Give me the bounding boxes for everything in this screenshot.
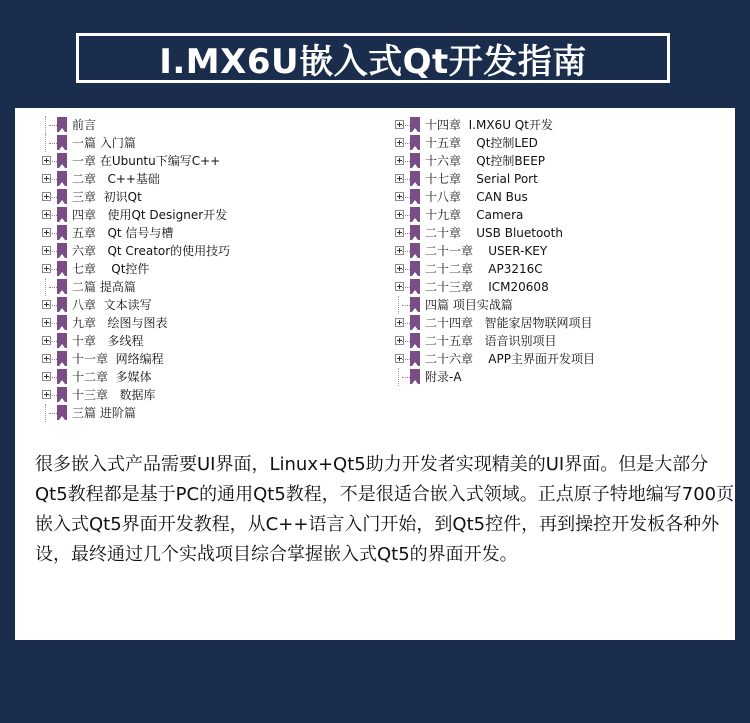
bookmark-label: 二十一章 USER-KEY	[425, 244, 548, 258]
bookmark-icon	[410, 135, 420, 150]
tree-connector	[49, 341, 57, 342]
bookmark-label: 九章 绘图与图表	[72, 316, 168, 330]
tree-connector	[49, 413, 57, 414]
bookmark-icon	[410, 189, 420, 204]
tree-connector	[402, 161, 410, 162]
bookmark-icon	[410, 297, 420, 312]
bookmark-label: 四篇 项目实战篇	[425, 298, 513, 312]
bookmark-label: 八章 文本读写	[72, 298, 152, 312]
bookmark-icon	[410, 207, 420, 222]
bookmark-icon	[57, 225, 67, 240]
bookmark-label: 十一章 网络编程	[72, 352, 164, 366]
tree-connector	[402, 215, 410, 216]
bookmark-icon	[410, 351, 420, 366]
bookmark-icon	[410, 171, 420, 186]
bookmark-label: 三章 初识Qt	[72, 190, 142, 204]
tree-connector	[49, 377, 57, 378]
tree-connector	[49, 395, 57, 396]
bookmark-label: 十章 多线程	[72, 334, 144, 348]
tree-connector	[402, 233, 410, 234]
tree-connector	[402, 287, 410, 288]
bookmark-label: 二章 C++基础	[72, 172, 160, 186]
bookmark-label: 二十章 USB Bluetooth	[425, 226, 563, 240]
tree-connector	[49, 179, 57, 180]
bookmark-label: 二十五章 语音识别项目	[425, 334, 557, 348]
bookmark-icon	[410, 369, 420, 384]
tree-connector	[49, 269, 57, 270]
tree-connector	[49, 359, 57, 360]
bookmark-icon	[57, 369, 67, 384]
bookmark-label: 前言	[72, 118, 97, 132]
tree-connector	[402, 251, 410, 252]
bookmark-label: 十八章 CAN Bus	[425, 190, 528, 204]
tree-connector	[402, 341, 410, 342]
bookmark-icon	[57, 315, 67, 330]
bookmark-label: 四章 使用Qt Designer开发	[72, 208, 228, 222]
bookmark-icon	[410, 117, 420, 132]
bookmark-label: 一章 在Ubuntu下编写C++	[72, 154, 221, 168]
tree-connector	[49, 197, 57, 198]
bookmark-label: 十三章 数据库	[72, 388, 156, 402]
tree-connector	[45, 116, 46, 134]
bookmark-icon	[410, 225, 420, 240]
tree-connector	[49, 161, 57, 162]
bookmark-label: 十七章 Serial Port	[425, 172, 538, 186]
tree-connector	[49, 125, 57, 126]
bookmark-label: 十九章 Camera	[425, 208, 524, 222]
bookmark-icon	[57, 279, 67, 294]
bookmark-icon	[57, 351, 67, 366]
bookmark-icon	[410, 261, 420, 276]
bookmark-icon	[410, 315, 420, 330]
tree-connector	[49, 305, 57, 306]
bookmark-icon	[410, 243, 420, 258]
tree-connector	[402, 359, 410, 360]
bookmark-label: 十六章 Qt控制BEEP	[425, 154, 546, 168]
bookmark-icon	[57, 243, 67, 258]
bookmark-label: 十四章 I.MX6U Qt开发	[425, 118, 553, 132]
tree-connector	[49, 233, 57, 234]
tree-connector	[49, 323, 57, 324]
bookmark-label: 六章 Qt Creator的使用技巧	[72, 244, 231, 258]
tree-connector	[402, 377, 410, 378]
bookmark-label: 三篇 进阶篇	[72, 406, 136, 420]
tree-connector	[49, 215, 57, 216]
bookmark-label: 十二章 多媒体	[72, 370, 152, 384]
bookmark-label: 十五章 Qt控制LED	[425, 136, 538, 150]
bookmark-icon	[57, 117, 67, 132]
bookmark-icon	[57, 153, 67, 168]
bookmark-label: 二篇 提高篇	[72, 280, 136, 294]
tree-connector	[45, 404, 46, 422]
bookmark-icon	[410, 279, 420, 294]
bookmark-icon	[57, 135, 67, 150]
bookmark-icon	[57, 171, 67, 186]
tree-connector	[45, 134, 46, 152]
bookmark-icon	[57, 297, 67, 312]
tree-connector	[402, 305, 410, 306]
tree-connector	[45, 278, 46, 296]
tree-connector	[402, 269, 410, 270]
bookmark-label: 七章 Qt控件	[72, 262, 150, 276]
bookmark-icon	[57, 189, 67, 204]
bookmark-icon	[410, 333, 420, 348]
bookmark-label: 二十三章 ICM20608	[425, 280, 549, 294]
bookmark-label: 二十二章 AP3216C	[425, 262, 543, 276]
bookmark-label: 五章 Qt 信号与槽	[72, 226, 174, 240]
content-panel	[15, 108, 735, 640]
tree-connector	[49, 287, 57, 288]
bookmark-icon	[57, 405, 67, 420]
bookmark-label: 附录-A	[425, 370, 462, 384]
bookmark-label: 一篇 入门篇	[72, 136, 136, 150]
tree-connector	[49, 251, 57, 252]
bookmark-icon	[57, 207, 67, 222]
tree-connector	[49, 143, 57, 144]
tree-connector	[402, 197, 410, 198]
bookmark-icon	[57, 261, 67, 276]
tree-connector	[398, 296, 399, 314]
bookmark-label: 二十六章 APP主界面开发项目	[425, 352, 595, 366]
tree-connector	[402, 179, 410, 180]
tree-connector	[398, 368, 399, 386]
tree-connector	[402, 125, 410, 126]
tree-connector	[402, 323, 410, 324]
tree-connector	[402, 143, 410, 144]
bookmark-label: 二十四章 智能家居物联网项目	[425, 316, 593, 330]
bookmark-icon	[57, 387, 67, 402]
description-text: 很多嵌入式产品需要UI界面，Linux+Qt5助力开发者实现精美的UI界面。但是大部分Qt5教程都是基于PC的通用Qt5教程，不是很适合嵌入式领域。正点原子特地编写700页嵌入式Qt5界面开发教程，从C++语言入门开始，到Qt5控件，再到操控开发板各种外设，最终通过几个实战项目综合掌握嵌入式Qt5的界面开发。	[35, 454, 735, 565]
bookmark-icon	[57, 333, 67, 348]
bookmark-icon	[410, 153, 420, 168]
page-title: I.MX6U嵌入式Qt开发指南	[76, 33, 670, 83]
